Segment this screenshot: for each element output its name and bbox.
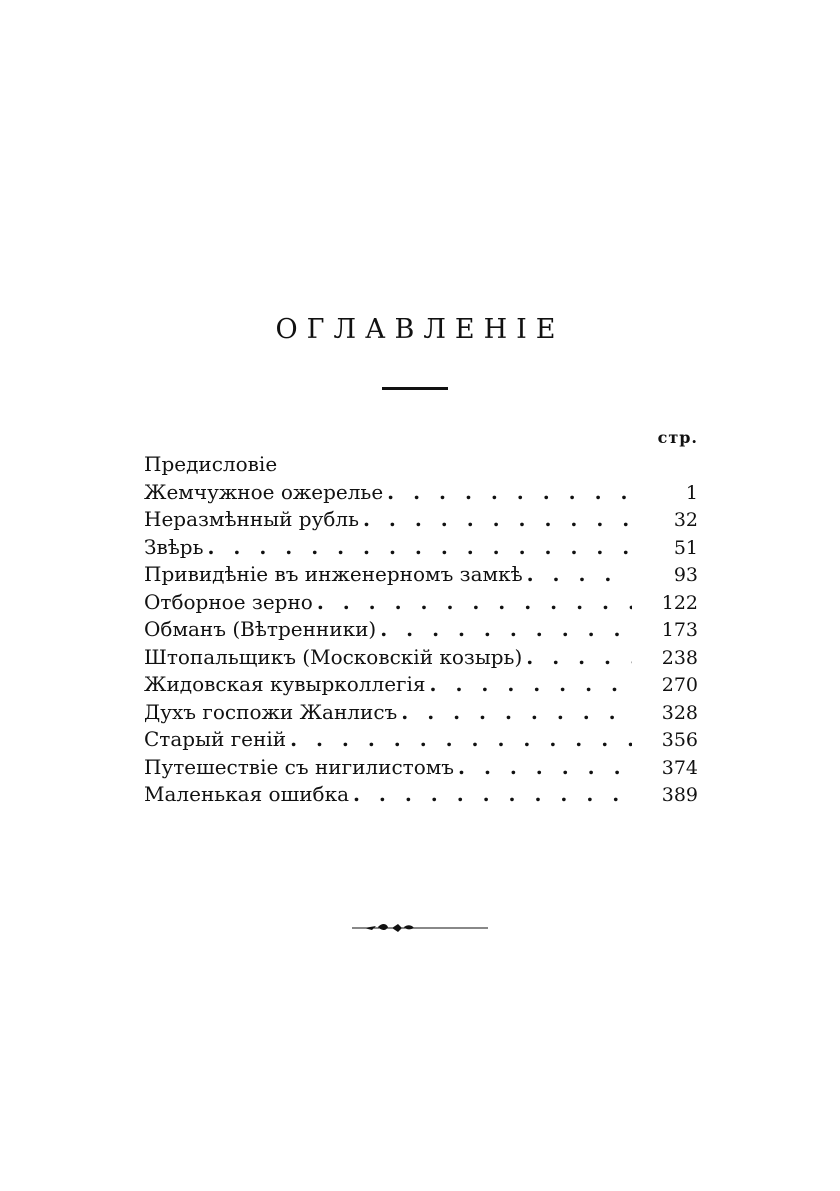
toc-entry [144,534,698,562]
toc-entry-page: 374 [661,756,698,779]
toc-entry-page: 1 [685,481,698,504]
toc-entry [144,589,698,617]
title-divider [382,387,448,390]
toc-entry-page: 93 [673,564,698,586]
table-of-contents [144,451,698,809]
toc-entry [144,671,698,699]
toc-entry-page: 32 [673,509,698,531]
toc-entry-page: 328 [661,701,698,724]
leader-dots [430,671,632,699]
leader-dots [207,534,632,562]
toc-entry [144,699,698,727]
toc-entry [144,506,698,534]
toc-entry-page: 51 [673,536,698,559]
toc-entry-page: 356 [661,729,698,751]
toc-entry-page: 389 [661,784,698,806]
toc-entry-title: Духъ госпожи Жанлисъ [144,699,398,724]
leader-dots [387,479,632,507]
leader-dots [290,726,632,754]
toc-entry-title: Привидѣніе въ инженерномъ замкѣ [144,562,523,586]
toc-entry [144,726,698,754]
tailpiece-ornament-icon [352,918,488,938]
toc-entry-title: Штопальщикъ (Московскій козырь) [144,644,523,669]
leader-dots [401,699,632,727]
toc-entry-title: Путешествіе съ нигилистомъ [144,754,455,779]
toc-entry-title: Неразмѣнный рубль [144,507,359,531]
leader-dots [527,561,632,589]
page-title: ОГЛАВЛЕНІЕ [275,314,565,346]
toc-entry [144,781,698,809]
toc-entry-title: Предисловіе [144,452,278,476]
toc-entry [144,644,698,672]
toc-entry [144,451,698,479]
toc-entry [144,754,698,782]
toc-entry-title: Жидовская кувырколлегія [144,672,426,696]
toc-entry-title: Звѣрь [144,534,204,559]
toc-entry-page: 122 [661,591,698,614]
toc-entry-page: 238 [661,646,698,669]
leader-dots [458,754,632,782]
leader-dots [363,506,632,534]
toc-entry-title: Отборное зерно [144,589,313,614]
leader-dots [526,644,632,672]
toc-entry-page: 270 [661,674,698,696]
toc-entry-title: Старый геній [144,727,287,751]
toc-entry [144,479,698,507]
toc-entry-page: 173 [661,619,698,641]
leader-dots [353,781,632,809]
toc-entry-title: Жемчужное ожерелье [144,479,384,504]
toc-entry [144,616,698,644]
toc-entry [144,561,698,589]
toc-entry-title: Обманъ (Вѣтренники) [144,617,377,641]
leader-dots [380,616,632,644]
page-column-label: стр. [657,428,698,447]
leader-dots [317,589,632,617]
toc-entry-title: Маленькая ошибка [144,782,349,806]
